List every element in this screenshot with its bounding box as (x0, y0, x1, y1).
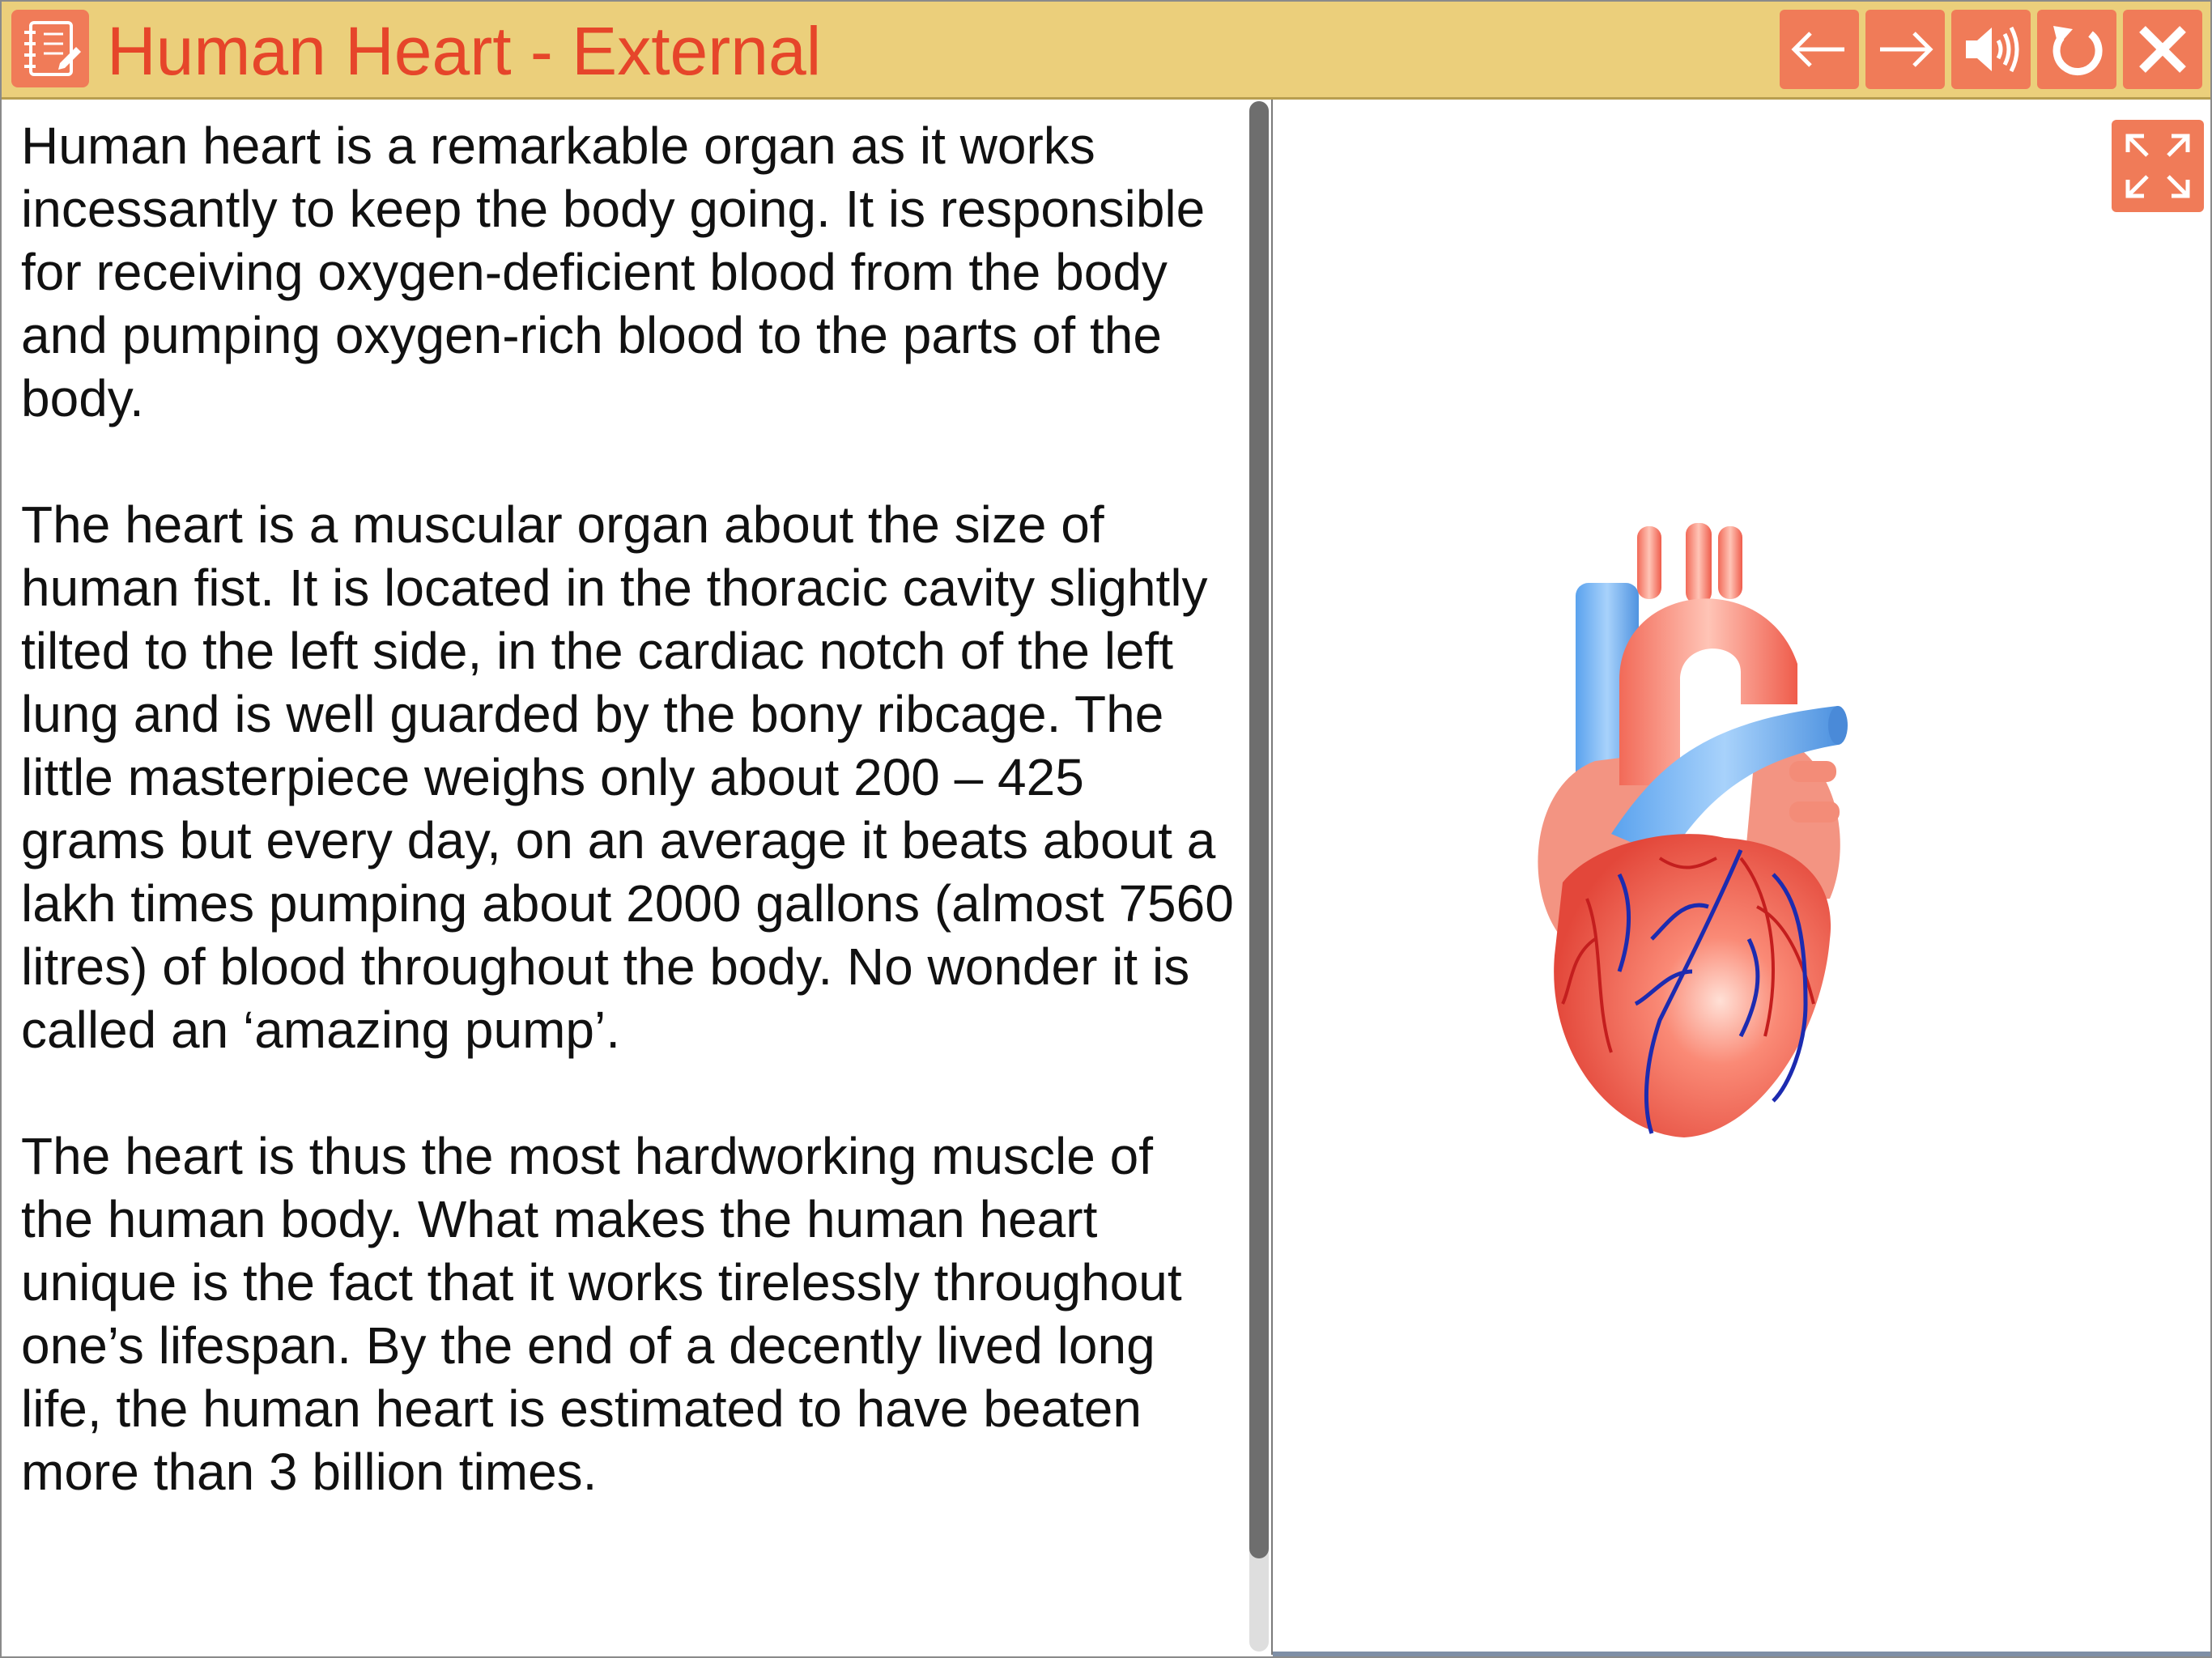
reload-button[interactable] (2037, 10, 2116, 89)
reload-icon (2037, 10, 2116, 89)
text-panel (2, 100, 1247, 1655)
paragraph: The heart is a muscular organ about the size of human fist. It is located in the thoracic cavity slightly tilted to the left side, in the cardiac notch of the left lung and is well guarded by the bony ribcage. The little masterpiece weighs only about 200 – 425 grams but every day, on an average it beats about a lakh times pumping about 2000 gallons (almost 7560 litres) of blood throughout the body. No wonder it is called an ‘amazing pump’. (21, 495, 1234, 1059)
heart-illustration (1498, 518, 1887, 1141)
audio-button[interactable] (1951, 10, 2031, 89)
paragraph: Human heart is a remarkable organ as it works incessantly to keep the body going. It is responsible for receiving oxygen-deficient blood from the body and pumping oxygen-rich blood to the parts of the body. (21, 117, 1206, 427)
paragraph: The heart is thus the most hardworking muscle of the human body. What makes the human heart unique is the fact that it works tirelessly throughout one’s lifespan. By the end of a decently lived long life, the human heart is estimated to have beaten more than 3 billion times. (21, 1127, 1182, 1501)
close-icon (2123, 10, 2202, 89)
arrow-right-icon (1865, 10, 1945, 89)
arrow-left-icon (1780, 10, 1859, 89)
notebook-icon (11, 10, 89, 87)
expand-button[interactable] (2112, 120, 2204, 212)
speaker-icon (1951, 10, 2031, 89)
scrollbar-thumb[interactable] (1249, 101, 1269, 1558)
forward-button[interactable] (1865, 10, 1945, 89)
page-title: Human Heart - External (107, 13, 822, 89)
content-text (21, 114, 1236, 1567)
back-button[interactable] (1780, 10, 1859, 89)
bottom-border (1273, 1652, 2210, 1656)
header-bar (2, 2, 2210, 100)
scrollbar[interactable] (1249, 101, 1269, 1652)
close-button[interactable] (2123, 10, 2202, 89)
expand-icon (2112, 120, 2204, 212)
